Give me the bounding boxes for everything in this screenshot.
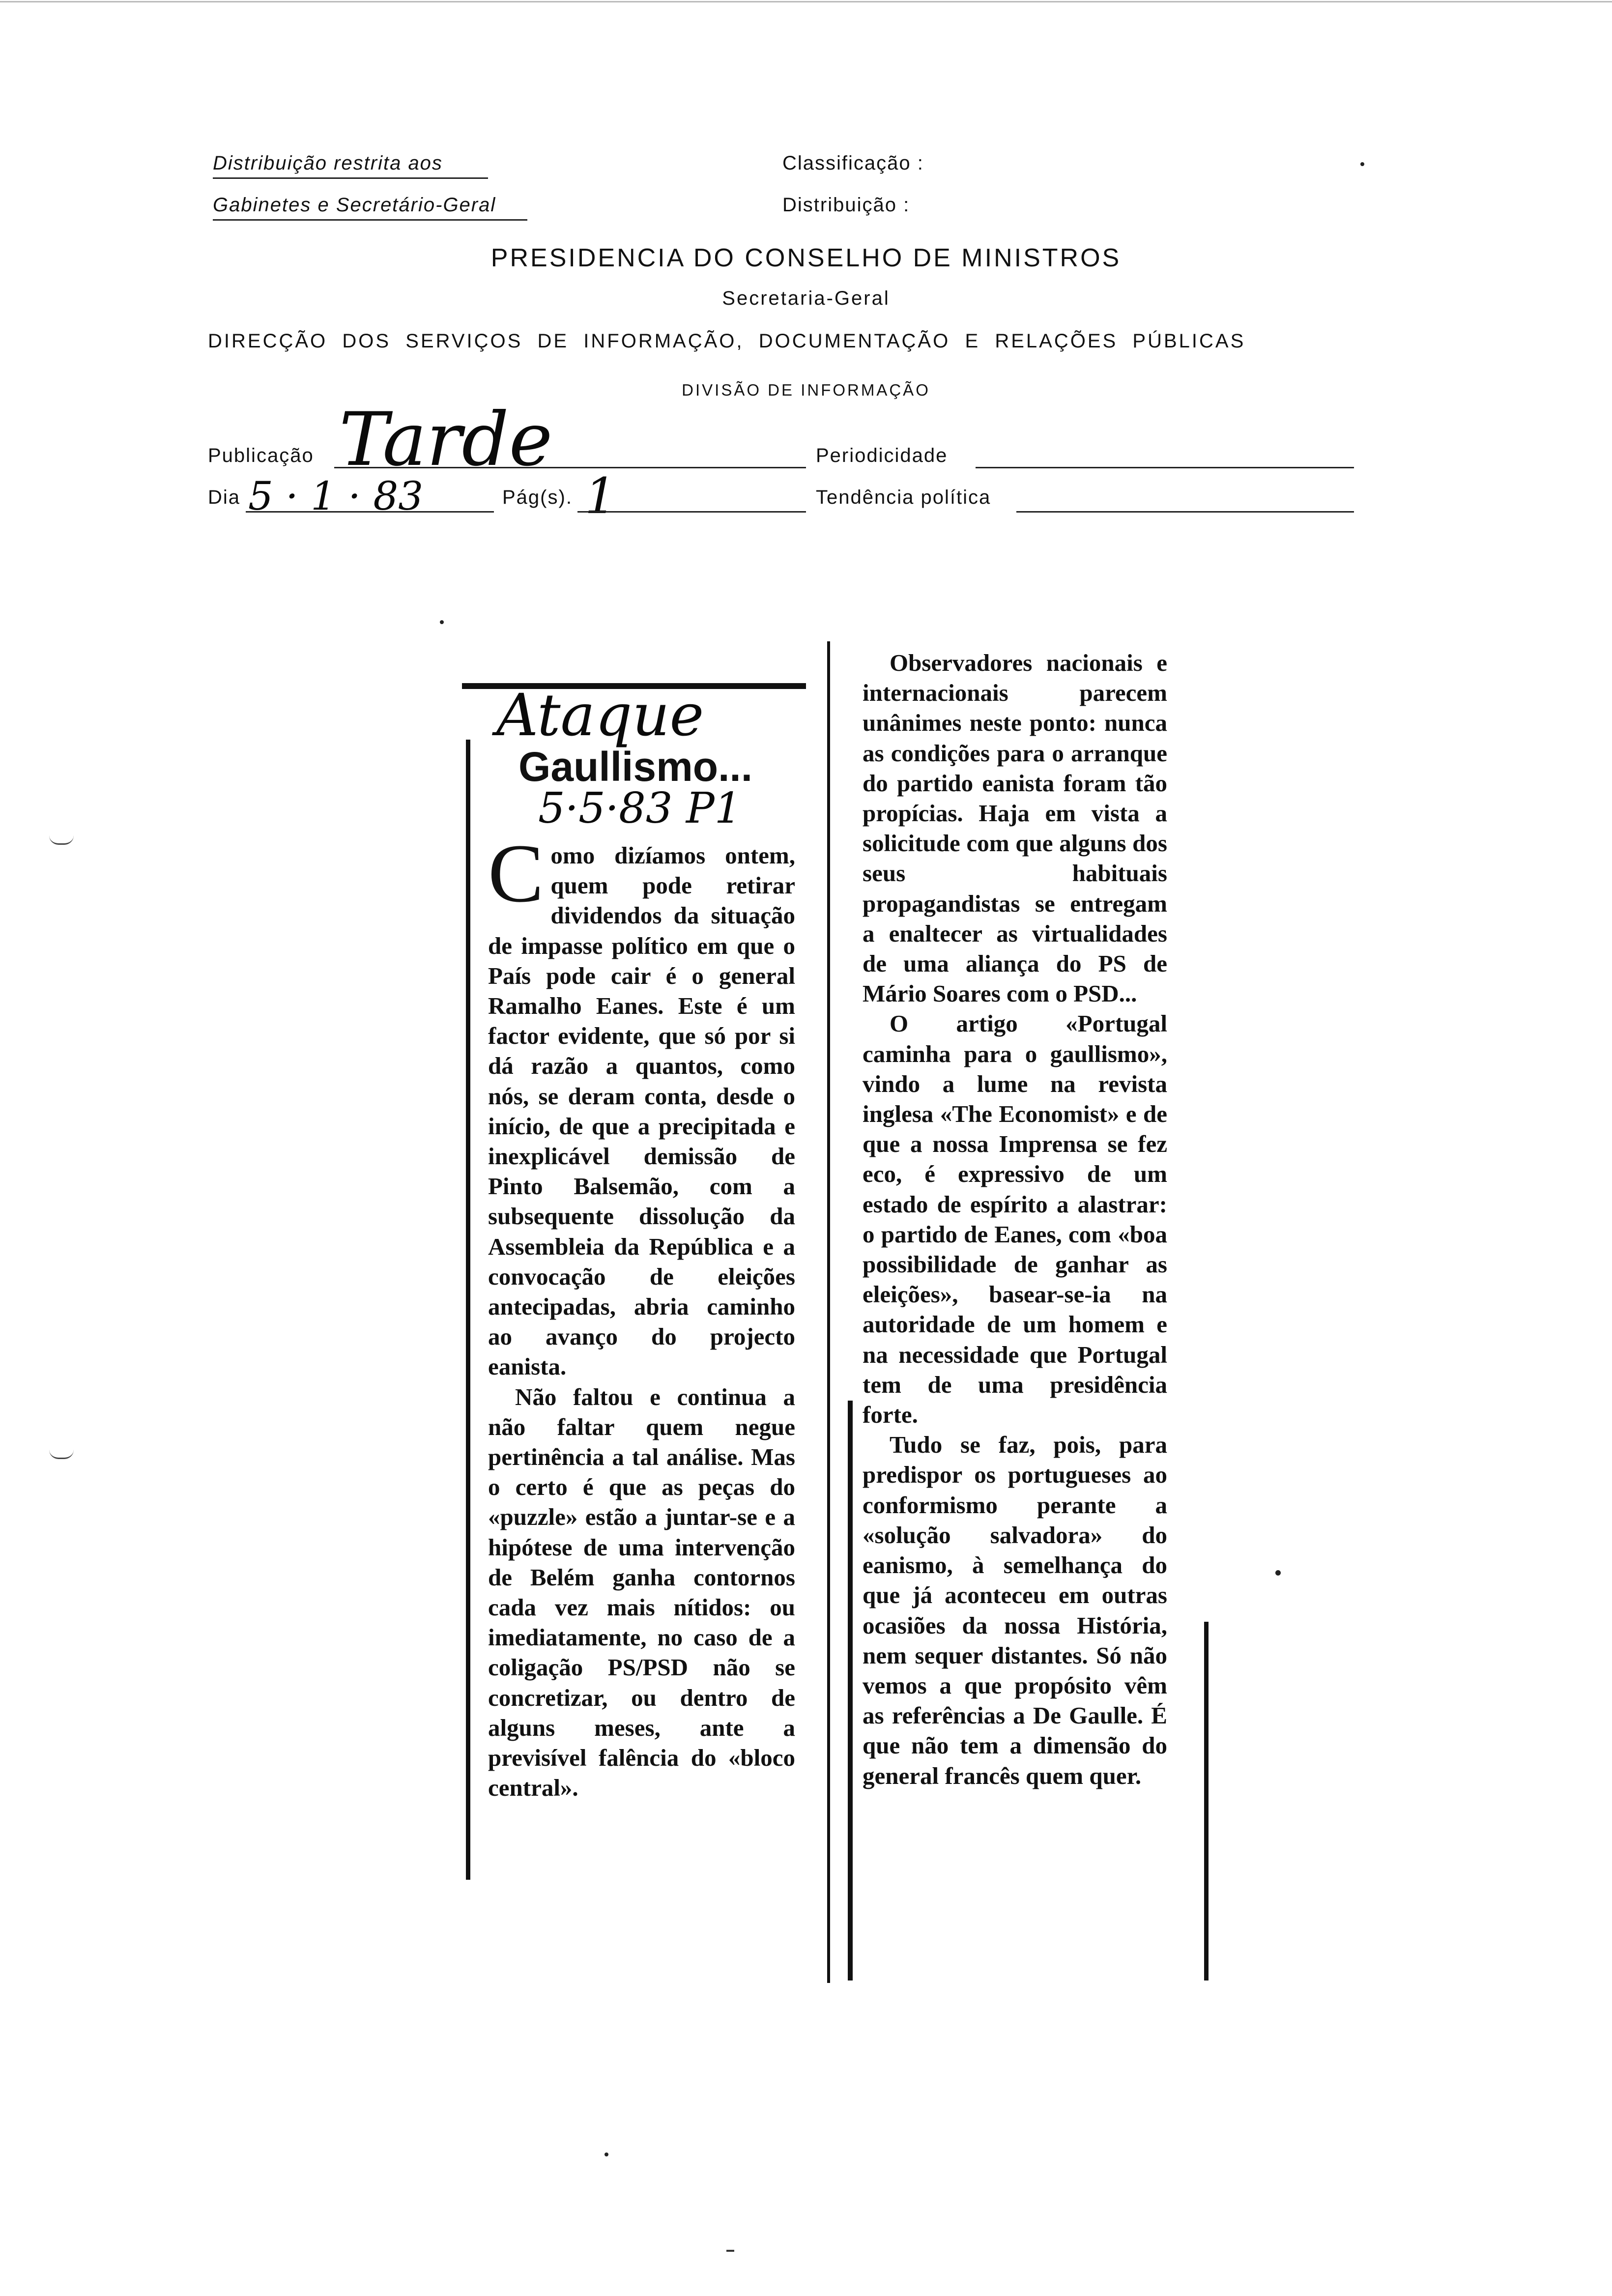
publication-label: Publicação [208, 445, 314, 466]
article-paragraph: Tudo se faz, pois, para predispor os portugueses ao conformismo perante a «solução salvadora» do eanismo, à semelhança do que já aconteceu em outras ocasiões da nossa História, nem sequer distantes. Só não vemos a que propósito vêm as referências a De Gaulle. É que não tem a dimensão do general francês quem quer. [863, 1431, 1167, 1789]
scan-speck [1275, 1570, 1281, 1576]
tendency-field-line [1016, 511, 1354, 513]
clipping-left-rule [466, 740, 470, 1880]
handwritten-reference: 5·5·83 P1 [538, 784, 742, 833]
page-field-line [577, 511, 806, 513]
tendency-label: Tendência política [816, 487, 991, 508]
scan-binder-mark [49, 835, 74, 845]
article-paragraph: Observadores nacionais e internacionais parecem unânimes neste ponto: nunca as condições para o arranque do partido eanista foram tão propícias. Haja em vista a solicitude com que alguns dos seus habituais propagandistas se entregam a enaltecer as virtualidades de uma aliança do PS de Mário Soares com o PSD... [863, 649, 1167, 1007]
scan-top-edge [0, 1, 1612, 2]
clipping-lower-left-mark [848, 1401, 853, 1980]
periodicity-label: Periodicidade [816, 445, 948, 466]
distribution-restriction-line1: Distribuição restrita aos [213, 152, 488, 179]
periodicity-field-line [976, 467, 1354, 468]
ministry-title: PRESIDENCIA DO CONSELHO DE MINISTROS [490, 244, 1122, 272]
page-handwritten-value: 1 [585, 467, 616, 525]
article-dropcap: C [488, 827, 544, 919]
clipping-right-rule [1204, 1622, 1209, 1980]
distribution-restriction-line2: Gabinetes e Secretário-Geral [213, 194, 527, 221]
article-column-1 [488, 827, 795, 1803]
publication-handwritten-value: Tarde [339, 397, 553, 483]
article-paragraph: O artigo «Portugal caminha para o gaullismo», vindo a lume na revista inglesa «The Economist» e de que a nossa Imprensa se fez eco, é expressivo de um estado de espírito a alastrar: o partido de Eanes, com «boa possibilidade de ganhar as eleições», basear-se-ia na autoridade de um homem e na necessidade que Portugal tem de uma presidência forte. [863, 1010, 1167, 1429]
distribution-label: Distribuição : [782, 194, 910, 216]
day-field-line [246, 511, 494, 513]
day-handwritten-value: 5 · 1 · 83 [248, 473, 424, 519]
scan-mark [726, 2250, 734, 2252]
secretariat-title: Secretaria-Geral [722, 287, 890, 309]
page-label: Pág(s). [502, 487, 573, 508]
scan-binder-mark [49, 1450, 74, 1459]
scan-speck [440, 620, 444, 624]
scan-speck [604, 2152, 608, 2156]
scan-speck [1360, 162, 1364, 166]
directorate-title: DIRECÇÃO DOS SERVIÇOS DE INFORMAÇÃO, DOCUMENTAÇÃO E RELAÇÕES PÚBLICAS [208, 330, 1246, 352]
day-label: Dia [208, 487, 241, 508]
article-paragraph: omo dizíamos ontem, quem pode retirar dividendos da situação de impasse político em que o País pode cair é o general Ramalho Eanes. Este é um factor evidente, que só por si dá razão a quantos, como nós, se deram conta, desde o início, de que a precipitada e inexplicável demissão de Pinto Balsemão, com a subsequente dissolução da Assembleia da República e a convocação de eleições antecipadas, abria caminho ao avanço do projecto eanista. [488, 842, 795, 1380]
clipping-middle-rule [827, 641, 830, 1983]
handwritten-section-tag: Ataque [496, 681, 704, 749]
division-title: DIVISÃO DE INFORMAÇÃO [682, 381, 930, 399]
article-column-2 [863, 648, 1167, 1791]
article-paragraph: Não faltou e continua a não faltar quem negue pertinência a tal análise. Mas o certo é que as peças do «puzzle» estão a juntar-se e a hipótese de uma intervenção de Belém ganha contornos cada vez mais nítidos: ou imediatamente, no caso de a coligação PS/PSD não se concretizar, ou dentro de alguns meses, ante a previsível falência do «bloco central». [488, 1383, 795, 1802]
article-title: Gaullismo... [518, 744, 753, 790]
classification-label: Classificação : [782, 152, 924, 174]
